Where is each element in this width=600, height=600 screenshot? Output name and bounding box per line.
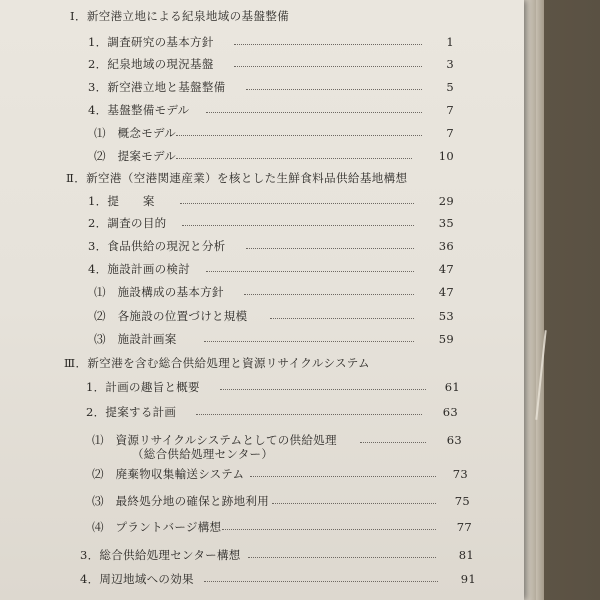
toc-entry-label: ⑶ 最終処分地の確保と跡地利用	[92, 494, 269, 508]
toc-entry[interactable]	[88, 34, 458, 50]
dot-leader	[234, 44, 422, 45]
toc-entry-label: ⑴ 資源リサイクルシステムとしての供給処理	[92, 433, 337, 447]
toc-entry-label: 3．総合供給処理センター構想	[80, 548, 241, 562]
dot-leader	[248, 557, 436, 558]
toc-entry-label: 3．新空港立地と基盤整備	[88, 80, 226, 94]
toc-entry-page: 47	[438, 262, 454, 276]
toc-entry-label: 2．提案する計画	[86, 405, 177, 419]
toc-entry-page: 5	[446, 80, 454, 94]
toc-entry-page: 47	[438, 285, 454, 299]
toc-entry-label: 1．計画の趣旨と概要	[86, 380, 200, 394]
section-heading: Ⅱ．新空港（空港関連産業）を核とした生鮮食料品供給基地構想	[66, 171, 408, 185]
toc-entry-page: 35	[438, 216, 454, 230]
toc-entry[interactable]	[86, 404, 470, 420]
toc-entry-page: 63	[442, 405, 458, 419]
toc-entry-label: ⑵ 提案モデル	[94, 149, 177, 163]
dot-leader	[206, 112, 422, 113]
dot-leader	[234, 66, 422, 67]
toc-entry[interactable]	[92, 466, 470, 482]
toc-entry-label: ⑴ 概念モデル	[94, 126, 177, 140]
toc-entry[interactable]	[94, 125, 458, 141]
dot-leader	[222, 529, 436, 530]
toc-entry[interactable]	[94, 331, 458, 347]
toc-entry-label: ⑶ 施設計画案	[94, 332, 177, 346]
toc-entry-page: 53	[438, 309, 454, 323]
toc-entry[interactable]	[94, 284, 458, 300]
toc-entry-page: 7	[446, 103, 454, 117]
toc-entry-sublabel: （総合供給処理センター）	[132, 447, 274, 461]
toc-entry-label: 1．調査研究の基本方針	[88, 35, 214, 49]
toc-entry-label: ⑷ プラントバージ構想	[92, 520, 222, 534]
dot-leader	[180, 203, 414, 204]
toc-entry-page: 7	[446, 126, 454, 140]
section-heading: Ⅰ．新空港立地による紀泉地域の基盤整備	[70, 9, 290, 23]
toc-entry-label: 4．基盤整備モデル	[88, 103, 190, 117]
toc-entry-page: 73	[452, 467, 468, 481]
toc-entry[interactable]	[94, 308, 458, 324]
dot-leader	[360, 442, 426, 443]
toc-entry-label: 4．周辺地域への効果	[80, 572, 194, 586]
toc-entry[interactable]	[88, 261, 458, 277]
dot-leader	[250, 476, 436, 477]
toc-entry[interactable]	[88, 102, 458, 118]
toc-entry[interactable]	[88, 215, 458, 231]
dot-leader	[176, 158, 412, 159]
toc-entry-page: 59	[438, 332, 454, 346]
toc-entry-page: 91	[460, 572, 476, 586]
toc-entry[interactable]	[88, 79, 458, 95]
toc-entry-page: 36	[438, 239, 454, 253]
dot-leader	[246, 89, 422, 90]
underlying-page	[522, 0, 536, 600]
toc-entry-page: 75	[454, 494, 470, 508]
toc-entry-page: 10	[438, 149, 454, 163]
toc-entry[interactable]	[88, 238, 458, 254]
dot-leader	[246, 248, 414, 249]
dot-leader	[204, 581, 438, 582]
toc-entry[interactable]	[86, 379, 470, 395]
toc-entry[interactable]	[80, 547, 474, 563]
toc-entry-label: 1．提 案	[88, 194, 155, 208]
toc-entry[interactable]	[80, 571, 476, 587]
dot-leader	[204, 341, 414, 342]
toc-entry-label: 4．施設計画の検討	[88, 262, 191, 276]
toc-entry-page: 63	[446, 433, 462, 447]
toc-entry[interactable]	[88, 56, 458, 72]
toc-entry[interactable]	[92, 519, 470, 535]
toc-entry[interactable]	[92, 493, 470, 509]
dot-leader	[196, 414, 422, 415]
toc-entry-label: ⑴ 施設構成の基本方針	[94, 285, 224, 299]
dot-leader	[244, 294, 414, 295]
toc-entry-page: 3	[446, 57, 454, 71]
toc-entry-label: ⑵ 各施設の位置づけと規模	[94, 309, 248, 323]
toc-entry-label: 2．調査の目的	[88, 216, 167, 230]
toc-entry-page: 29	[438, 194, 454, 208]
toc-entry-page: 61	[444, 380, 460, 394]
toc-entry-page: 1	[446, 35, 454, 49]
section-heading: Ⅲ．新空港を含む総合供給処理と資源リサイクルシステム	[64, 356, 370, 370]
dot-leader	[206, 271, 414, 272]
toc-entry[interactable]	[88, 193, 458, 209]
dot-leader	[270, 318, 414, 319]
dot-leader	[272, 503, 436, 504]
dot-leader	[220, 389, 426, 390]
toc-entry-page: 81	[458, 548, 474, 562]
toc-entry-label: ⑵ 廃棄物収集輸送システム	[92, 467, 245, 481]
toc-entry-page: 77	[456, 520, 472, 534]
dot-leader	[176, 135, 422, 136]
dot-leader	[182, 225, 414, 226]
toc-entry-label: 2．紀泉地域の現況基盤	[88, 57, 214, 71]
toc-entry-label: 3．食品供給の現況と分析	[88, 239, 226, 253]
toc-entry[interactable]	[94, 148, 458, 164]
